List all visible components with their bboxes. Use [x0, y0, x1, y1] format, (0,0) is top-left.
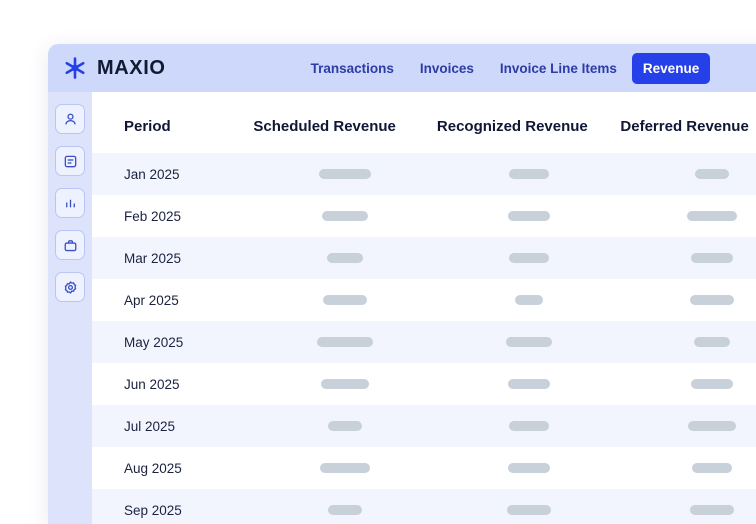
- table-row[interactable]: [92, 405, 756, 447]
- value-placeholder-bar: [694, 337, 730, 347]
- cell-recognized-revenue: [437, 195, 621, 237]
- value-placeholder-bar: [317, 337, 373, 347]
- user-icon: [63, 112, 78, 127]
- column-header-deferred-revenue: Deferred Revenue: [620, 92, 756, 153]
- cell-period: Jan 2025: [92, 153, 253, 195]
- document-icon: [63, 154, 78, 169]
- nav-item-invoice-line-items[interactable]: Invoice Line Items: [499, 60, 617, 76]
- cell-scheduled-revenue: [253, 321, 437, 363]
- maxio-asterisk-logo-icon: [62, 55, 88, 81]
- cell-scheduled-revenue: [253, 405, 437, 447]
- value-placeholder-bar: [319, 169, 371, 179]
- cell-scheduled-revenue: [253, 447, 437, 489]
- nav-item-revenue[interactable]: Revenue: [632, 53, 710, 84]
- value-placeholder-bar: [328, 505, 362, 515]
- value-placeholder-bar: [515, 295, 543, 305]
- cell-scheduled-revenue: [253, 279, 437, 321]
- cell-deferred-revenue: [620, 363, 756, 405]
- cell-recognized-revenue: [437, 363, 621, 405]
- value-placeholder-bar: [508, 463, 550, 473]
- value-placeholder-bar: [691, 379, 733, 389]
- column-header-scheduled-revenue: Scheduled Revenue: [253, 92, 437, 153]
- value-placeholder-bar: [506, 337, 552, 347]
- value-placeholder-bar: [690, 295, 734, 305]
- table-row[interactable]: [92, 363, 756, 405]
- bar-chart-icon: [63, 196, 78, 211]
- cell-scheduled-revenue: [253, 363, 437, 405]
- value-placeholder-bar: [322, 211, 368, 221]
- value-placeholder-bar: [695, 169, 729, 179]
- brand: [62, 55, 166, 81]
- value-placeholder-bar: [507, 505, 551, 515]
- value-placeholder-bar: [688, 421, 736, 431]
- cell-period: May 2025: [92, 321, 253, 363]
- revenue-table-panel: [92, 92, 756, 524]
- table-row[interactable]: [92, 321, 756, 363]
- cell-deferred-revenue: [620, 405, 756, 447]
- table-row[interactable]: [92, 489, 756, 524]
- value-placeholder-bar: [692, 463, 732, 473]
- main-nav: [300, 53, 711, 84]
- table-row[interactable]: [92, 447, 756, 489]
- cell-period: Jul 2025: [92, 405, 253, 447]
- table-body: [92, 153, 756, 524]
- cell-period: Jun 2025: [92, 363, 253, 405]
- cell-period: Aug 2025: [92, 447, 253, 489]
- cell-deferred-revenue: [620, 321, 756, 363]
- cell-deferred-revenue: [620, 447, 756, 489]
- column-header-period: Period: [92, 92, 253, 153]
- value-placeholder-bar: [509, 253, 549, 263]
- table-row[interactable]: [92, 153, 756, 195]
- cell-recognized-revenue: [437, 237, 621, 279]
- value-placeholder-bar: [509, 169, 549, 179]
- settings-gear-icon: [63, 280, 78, 295]
- cell-period: Mar 2025: [92, 237, 253, 279]
- cell-deferred-revenue: [620, 489, 756, 524]
- brand-name: MAXIO: [97, 56, 166, 79]
- cell-scheduled-revenue: [253, 237, 437, 279]
- cell-period: Feb 2025: [92, 195, 253, 237]
- sidebar-item-settings[interactable]: [55, 272, 85, 302]
- value-placeholder-bar: [327, 253, 363, 263]
- table-row[interactable]: [92, 279, 756, 321]
- cell-period: Apr 2025: [92, 279, 253, 321]
- top-bar: [48, 44, 756, 92]
- cell-recognized-revenue: [437, 321, 621, 363]
- cell-deferred-revenue: [620, 153, 756, 195]
- cell-deferred-revenue: [620, 237, 756, 279]
- value-placeholder-bar: [508, 211, 550, 221]
- cell-scheduled-revenue: [253, 153, 437, 195]
- cell-recognized-revenue: [437, 153, 621, 195]
- cell-deferred-revenue: [620, 195, 756, 237]
- value-placeholder-bar: [320, 463, 370, 473]
- cell-scheduled-revenue: [253, 489, 437, 524]
- column-header-recognized-revenue: Recognized Revenue: [437, 92, 621, 153]
- cell-recognized-revenue: [437, 279, 621, 321]
- value-placeholder-bar: [687, 211, 737, 221]
- table-row[interactable]: [92, 195, 756, 237]
- app-window: [48, 44, 756, 524]
- briefcase-icon: [63, 238, 78, 253]
- value-placeholder-bar: [508, 379, 550, 389]
- cell-recognized-revenue: [437, 489, 621, 524]
- table-header: [92, 92, 756, 153]
- value-placeholder-bar: [328, 421, 362, 431]
- value-placeholder-bar: [690, 505, 734, 515]
- value-placeholder-bar: [323, 295, 367, 305]
- table-header-row: [92, 92, 756, 153]
- value-placeholder-bar: [321, 379, 369, 389]
- sidebar-item-billing[interactable]: [55, 230, 85, 260]
- revenue-table: [92, 92, 756, 524]
- sidebar: [48, 92, 92, 524]
- cell-period: Sep 2025: [92, 489, 253, 524]
- cell-deferred-revenue: [620, 279, 756, 321]
- table-row[interactable]: [92, 237, 756, 279]
- nav-item-transactions[interactable]: Transactions: [310, 60, 394, 76]
- sidebar-item-reports[interactable]: [55, 188, 85, 218]
- nav-item-invoices[interactable]: Invoices: [419, 60, 474, 76]
- sidebar-item-customers[interactable]: [55, 104, 85, 134]
- cell-recognized-revenue: [437, 447, 621, 489]
- cell-recognized-revenue: [437, 405, 621, 447]
- value-placeholder-bar: [691, 253, 733, 263]
- value-placeholder-bar: [509, 421, 549, 431]
- sidebar-item-invoices[interactable]: [55, 146, 85, 176]
- cell-scheduled-revenue: [253, 195, 437, 237]
